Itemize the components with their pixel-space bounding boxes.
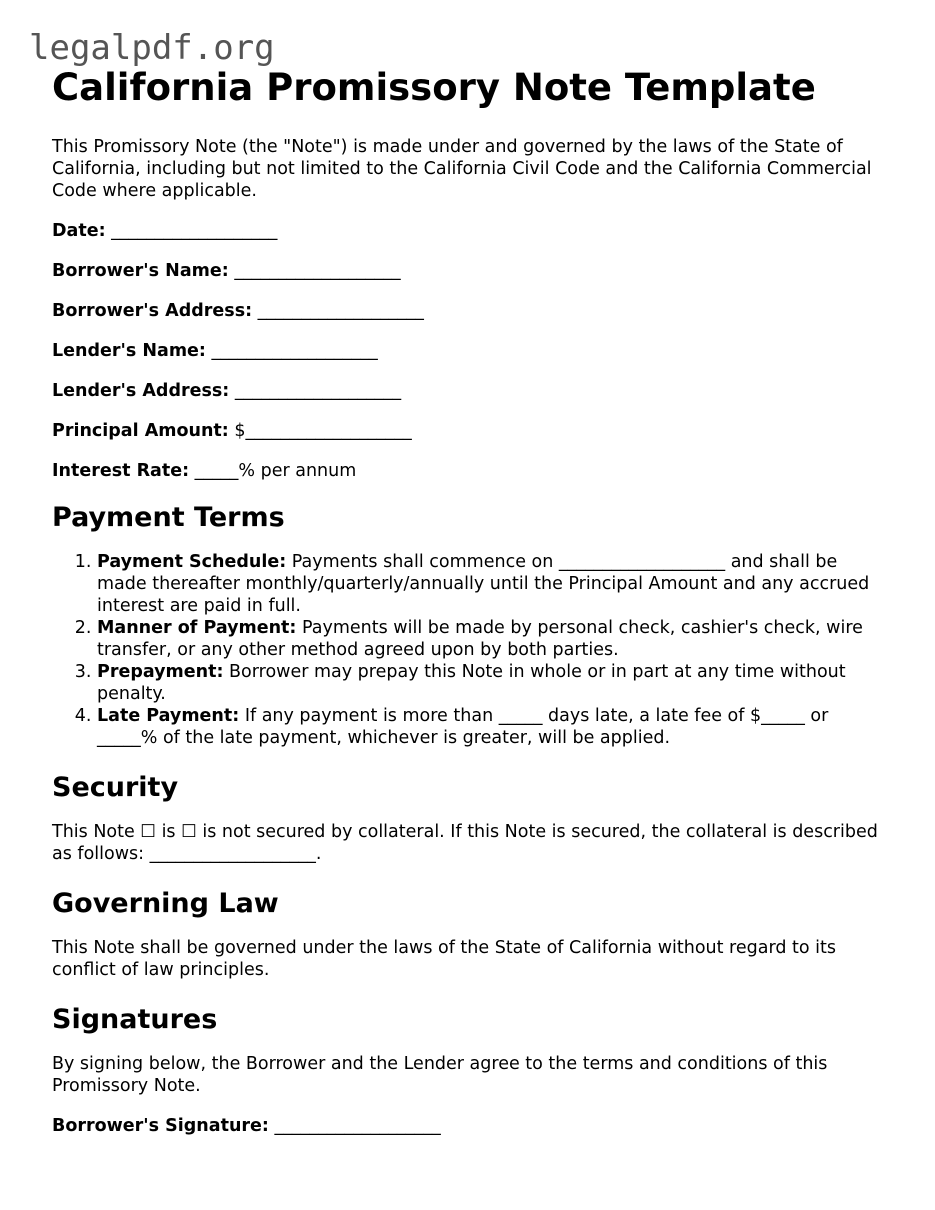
field-blank: $___________________	[228, 421, 412, 441]
field-blank: ___________________	[252, 301, 424, 321]
field-label: Borrower's Name:	[52, 261, 229, 281]
list-item	[97, 551, 892, 617]
security-paragraph: This Note ☐ is ☐ is not secured by collateral. If this Note is secured, the collateral is described as follows: ___________________.	[52, 822, 878, 864]
intro-paragraph: This Promissory Note (the "Note") is made under and governed by the laws of the State of California, including but not limited to the California Civil Code and the California Commercial Code where applicable.	[52, 137, 872, 201]
field-label: Lender's Name:	[52, 341, 206, 361]
heading-payment-terms: Payment Terms	[52, 502, 285, 533]
field-lender-name	[52, 340, 892, 362]
field-borrower-signature	[52, 1115, 892, 1137]
field-label: Principal Amount:	[52, 421, 229, 441]
list-item	[97, 617, 892, 661]
field-label: Borrower's Address:	[52, 301, 253, 321]
field-principal-amount	[52, 420, 892, 442]
field-label: Date:	[52, 221, 106, 241]
heading-governing-law: Governing Law	[52, 888, 279, 919]
list-item-text: If any payment is more than _____ days late, a late fee of $_____ or _____% of the late payment, whichever is greater, will be applied.	[97, 706, 829, 748]
heading-security: Security	[52, 772, 179, 803]
field-blank: _____% per annum	[189, 461, 357, 481]
list-item-text: Borrower may prepay this Note in whole or in part at any time without penalty.	[97, 662, 846, 704]
list-item-label: Payment Schedule:	[97, 552, 287, 572]
page-title: California Promissory Note Template	[52, 66, 816, 109]
field-blank: ___________________	[268, 1116, 441, 1136]
payment-terms-list	[52, 551, 892, 749]
governing-law-paragraph: This Note shall be governed under the laws of the State of California without regard to its conflict of law principles.	[52, 938, 836, 980]
list-item-label: Late Payment:	[97, 706, 240, 726]
list-item	[97, 705, 892, 749]
list-item-text: Payments will be made by personal check, cashier's check, wire transfer, or any other method agreed upon by both parties.	[97, 618, 863, 660]
list-item	[97, 661, 892, 705]
field-blank: ___________________	[228, 261, 401, 281]
field-blank: ___________________	[205, 341, 378, 361]
field-label: Interest Rate:	[52, 461, 190, 481]
field-label: Lender's Address:	[52, 381, 230, 401]
field-date	[52, 220, 892, 242]
field-blank: ___________________	[105, 221, 278, 241]
field-borrower-address	[52, 300, 892, 322]
list-item-text: Payments shall commence on ___________________ and shall be made thereafter monthly/quarterly/annually until the Principal Amount and any accrued interest are paid in full.	[97, 552, 870, 616]
watermark: legalpdf.org	[29, 28, 275, 68]
document-page	[52, 64, 892, 1137]
heading-signatures: Signatures	[52, 1004, 218, 1035]
list-item-label: Manner of Payment:	[97, 618, 297, 638]
field-blank: ___________________	[229, 381, 402, 401]
field-borrower-name	[52, 260, 892, 282]
field-interest-rate	[52, 460, 892, 482]
field-lender-address	[52, 380, 892, 402]
field-label: Borrower's Signature:	[52, 1116, 269, 1136]
list-item-label: Prepayment:	[97, 662, 224, 682]
signatures-paragraph: By signing below, the Borrower and the Lender agree to the terms and conditions of this Promissory Note.	[52, 1054, 828, 1096]
